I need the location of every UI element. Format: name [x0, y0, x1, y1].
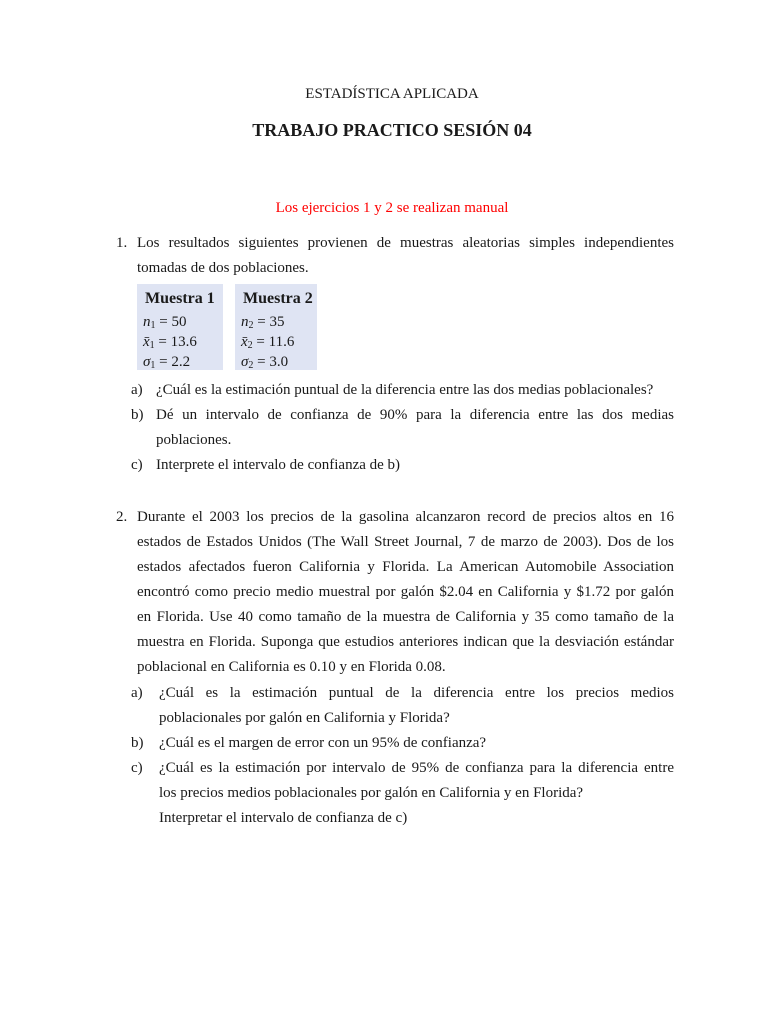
- item-text: Interprete el intervalo de confianza de b): [156, 457, 401, 473]
- item-label: c): [131, 457, 143, 473]
- course-subject: ESTADÍSTICA APLICADA: [305, 86, 479, 102]
- item-text: Dé un intervalo de confianza de 90% para la diferencia entre las dos medias poblaciones.: [156, 407, 674, 448]
- sample-title: Muestra 1: [145, 290, 215, 307]
- sample-sigma: $\sigma_1 = 2.2$: [143, 354, 191, 371]
- page-title: TRABAJO PRACTICO SESIÓN 04: [252, 120, 532, 140]
- text-line: Los resultados siguientes provienen de muestras aleatorias simples independientes: [137, 235, 674, 251]
- question-number: 2.: [116, 509, 128, 525]
- item-label: c): [131, 760, 143, 776]
- item-label: b): [131, 735, 144, 751]
- question-text: [137, 231, 674, 281]
- sample-1-box: [137, 284, 223, 370]
- text-line: tomadas de dos poblaciones.: [137, 260, 309, 276]
- sample-2-box: [235, 284, 317, 370]
- item-text: ¿Cuál es la estimación puntual de la diferencia entre los precios medios poblacionales por galón en California y Florida?: [159, 685, 674, 726]
- item-label: b): [131, 407, 144, 423]
- question-text: Durante el 2003 los precios de la gasolina alcanzaron record de precios altos en 16 estados de Estados Unidos (The Wall Street Journal, 7 de marzo de 2003). Dos de los estados afectados fueron California y Florida. La American Automobile Association encontró como precio medio muestral por galón $2.04 en California y $1.72 por galón en Florida. Use 40 como tamaño de la muestra de California y 35 como tamaño de la muestra en Florida. Suponga que estudios anteriores indican que la desviación estándar poblacional en California es 0.10 y en Florida 0.08.: [137, 509, 674, 675]
- manual-note: Los ejercicios 1 y 2 se realizan manual: [275, 200, 509, 216]
- item-text: ¿Cuál es el margen de error con un 95% de confianza?: [159, 735, 487, 751]
- sample-sigma: $\sigma_2 = 3.0$: [241, 354, 289, 371]
- sample-mean: $x̄_1 = 13.6$: [143, 334, 197, 351]
- item-label: a): [131, 382, 143, 398]
- item-label: a): [131, 685, 143, 701]
- sample-mean: $x̄_2 = 11.6$: [241, 334, 295, 351]
- sample-n: $n_2 = 35$: [241, 314, 285, 331]
- sample-title: Muestra 2: [243, 290, 313, 307]
- item-text: ¿Cuál es la estimación puntual de la diferencia entre las dos medias poblacionales?: [156, 382, 654, 398]
- sample-n: $n_1 = 50$: [143, 314, 187, 331]
- item-text: ¿Cuál es la estimación por intervalo de 95% de confianza para la diferencia entre los precios medios poblacionales por galón en California y en Florida? Interpretar el intervalo de confianza de c): [159, 760, 674, 826]
- question-number: 1.: [116, 235, 128, 251]
